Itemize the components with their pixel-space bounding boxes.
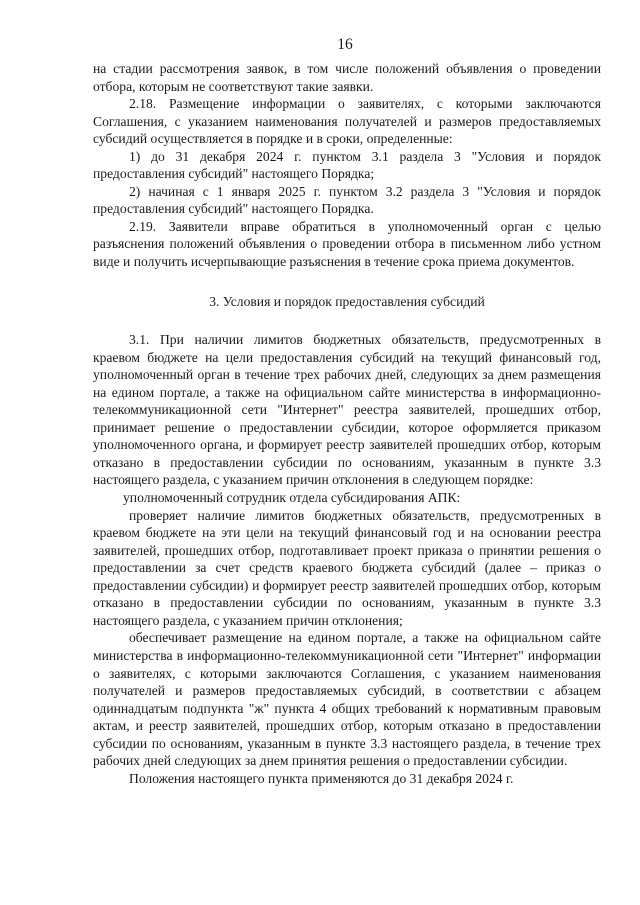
paragraph-2-19: 2.19. Заявители вправе обратиться в уполномоченный орган с целью разъяснения положений объявления о проведении отбора в письменном либо устном виде и получить исчерпывающие разъяснения в течение срока приема документов.: [93, 218, 601, 270]
page-number: 16: [337, 36, 353, 53]
paragraph-checks: проверяет наличие лимитов бюджетных обязательств, предусмотренных в краевом бюджете на эти цели на текущий финансовый год и на основании реестра заявителей, прошедших отбор, подготавливает проект приказа о принятии решения о предоставлении за счет средств краевого бюджета субсидий (далее – приказ о предоставлении субсидии) и формирует реестр заявителей прошедших отбор, которым отказано в предоставлении субсидии по основаниям, указанным в пункте 3.3 настоящего раздела, с указанием причин отклонения;: [93, 507, 601, 628]
document-body: [93, 60, 601, 787]
paragraph-publishes: обеспечивает размещение на едином портале, а также на официальном сайте министерства в информационно-телекоммуникационной сети "Интернет" информации о заявителях, с которыми заключаются Соглашения, с указанием наименования получателей и размеров предоставляемых субсидий, в соответствии с абзацем одиннадцатым подпункта "ж" пункта 4 общих требований к нормативным правовым актам, и реестр заявителей, прошедших отбор, которым отказано в предоставлении субсидии по основаниям, указанным в пункте 3.3 настоящего раздела, в течение трех рабочих дней следующих за днем принятия решения о предоставлении субсидии.: [93, 630, 601, 769]
paragraph-3-1: 3.1. При наличии лимитов бюджетных обязательств, предусмотренных в краевом бюджете на цели предоставления субсидий на текущий финансовый год, уполномоченный орган в течение трех рабочих дней, следующих за днем размещения на едином портале, а также на официальном сайте министерства в информационно-телекоммуникационной сети "Интернет" реестра заявителей, прошедших отбор, принимает решение о предоставлении субсидии, которое оформляется приказом уполномоченного органа, и формирует реестр заявителей прошедших отбор, которым отказано в предоставлении субсидии по основаниям, указанным в пункте 3.3 настоящего раздела, с указанием причин отклонения в следующем порядке:: [93, 332, 601, 488]
paragraph-applies-until: Положения настоящего пункта применяются до 31 декабря 2024 г.: [129, 770, 514, 786]
list-item-2: 2) начиная с 1 января 2025 г. пунктом 3.2 раздела 3 "Условия и порядок предоставления субсидий" настоящего Порядка.: [93, 183, 601, 217]
section-heading: 3. Условия и порядок предоставления субсидий: [209, 293, 485, 309]
paragraph-responsible: уполномоченный сотрудник отдела субсидирования АПК:: [123, 490, 461, 506]
list-item-1: 1) до 31 декабря 2024 г. пунктом 3.1 раздела 3 "Условия и порядок предоставления субсидий" настоящего Порядка;: [93, 148, 601, 182]
paragraph-2-18: 2.18. Размещение информации о заявителях, с которыми заключаются Соглашения, с указанием наименования получателей и размеров предоставляемых субсидий осуществляется в порядке и в сроки, определенные:: [93, 96, 601, 147]
paragraph-continuation: на стадии рассмотрения заявок, в том числе положений объявления о проведении отбора, которым не соответствуют такие заявки.: [93, 61, 601, 94]
